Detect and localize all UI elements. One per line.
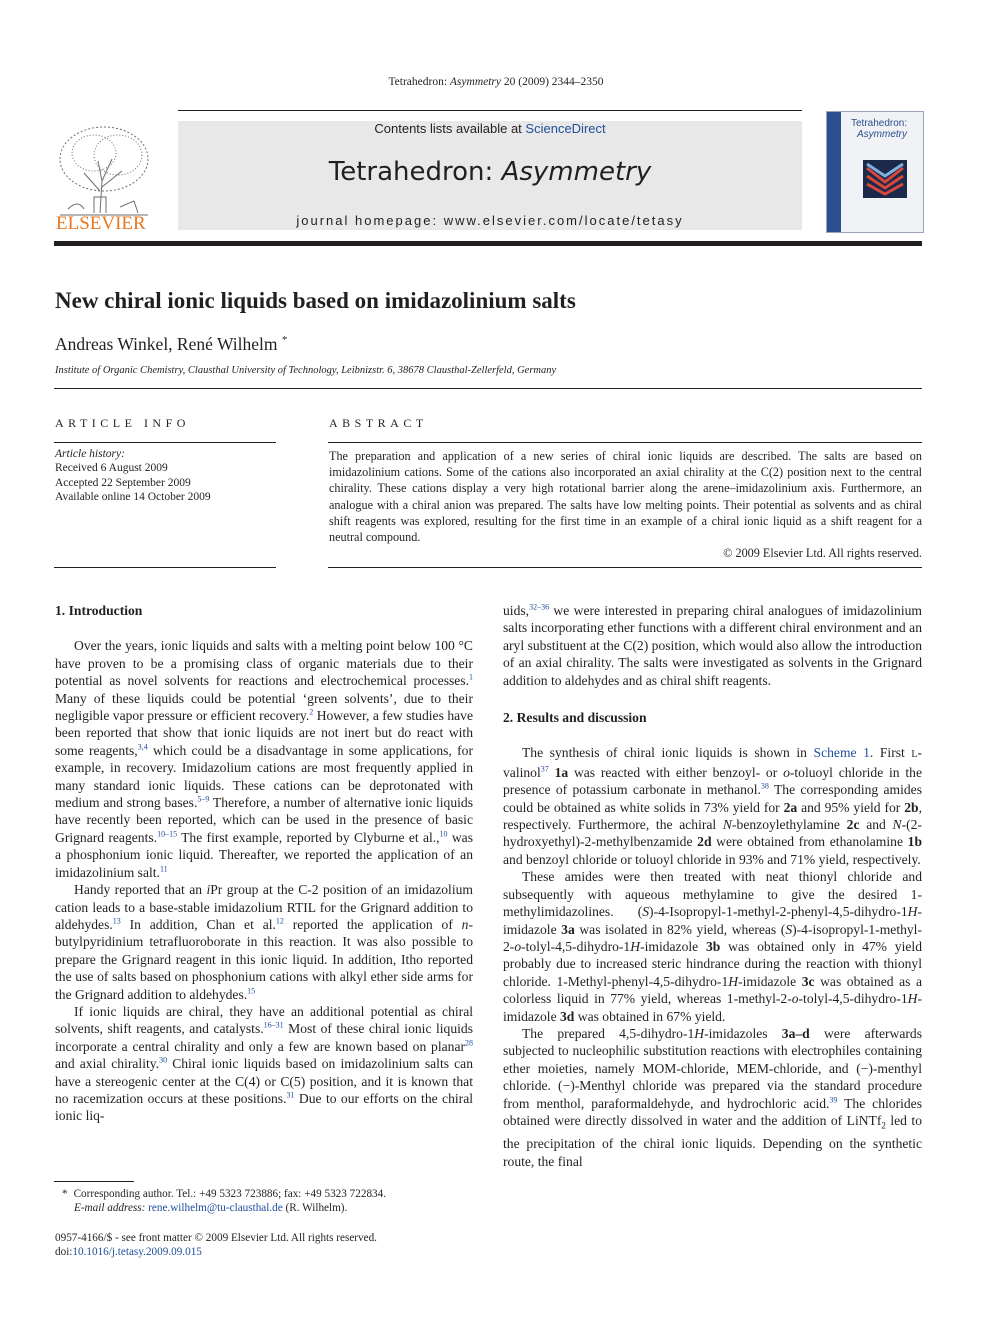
front-matter: 0957-4166/$ - see front matter © 2009 Elsevier Ltd. All rights reserved. doi:10.1016/j.tetasy.2009.09.015 xyxy=(55,1232,377,1258)
affiliation-rule xyxy=(54,388,922,389)
intro-paragraph-4: uids,$^{32-36}$ we were interested in preparing chiral analogues of imidazolinium salts incorporating ether functions with a different chiral environment and an aryl substituent at the C(2) position, which would also allow the introduction of an axial chirality. The salts were investigated as solvents in the Grignard addition to aldehydes and as chiral shift reagents. xyxy=(503,602,922,688)
journal-citation: Tetrahedron: Asymmetry 20 (2009) 2344–2350 xyxy=(388,76,604,88)
journal-banner xyxy=(178,121,802,230)
footnote-rule xyxy=(54,1181,134,1182)
journal-homepage: journal homepage: www.elsevier.com/locate/tetasy xyxy=(296,213,684,228)
copyright: © 2009 Elsevier Ltd. All rights reserved. xyxy=(723,546,922,561)
doi-link[interactable]: 10.1016/j.tetasy.2009.09.015 xyxy=(72,1246,202,1258)
scheme-1-link[interactable]: Scheme 1 xyxy=(813,745,870,761)
footnote-corresponding: * Corresponding author. Tel.: +49 5323 723886; fax: +49 5323 722834. E-mail address: rene.wilhelm@tu-clausthal.de (R. Wilhelm). xyxy=(62,1188,387,1214)
elsevier-wordmark: ELSEVIER xyxy=(56,213,146,233)
email-link[interactable]: rene.wilhelm@tu-clausthal.de xyxy=(148,1202,283,1214)
article-info-heading: ARTICLE INFO xyxy=(55,416,190,430)
authors: Andreas Winkel, René Wilhelm * xyxy=(55,334,288,354)
journal-cover xyxy=(826,111,924,233)
cover-title: Tetrahedron: Asymmetry xyxy=(851,118,908,140)
sciencedirect-link[interactable]: ScienceDirect xyxy=(525,121,606,136)
corresponding-mark[interactable]: * xyxy=(281,334,288,347)
abstract-rule xyxy=(328,442,922,443)
results-paragraph-2: These amides were then treated with neat thionyl chloride and subsequently with aqueous methylamine to give the desired 1-methylimidazolines. (S)-4-Isopropyl-1-methyl-2-phenyl-4,5-dihydro-1H-imidazole 3a was isolated in 82% yield, whereas (S)-4-isopropyl-1-methyl-2-o-tolyl-4,5-dihydro-1H-imidazole 3b was obtained only in 47% yield probably due to increased steric hindrance during the reaction with thionyl chloride. 1-Methyl-phenyl-4,5-dihydro-1H-imidazole 3c was obtained as a colorless liquid in 77% yield, whereas 1-methyl-2-o-tolyl-4,5-dihydro-1H-imidazole 3d was obtained in 67% yield. xyxy=(503,869,922,1024)
banner-rule xyxy=(54,241,922,246)
intro-paragraph-3: If ionic liquids are chiral, they have an additional potential as chiral solvents, shift reagents, and catalysts.$^{16-31}$ Most of these chiral ionic liquids incorporate a central chirality and only a few are known based on planar$^{28}$ and axial chirality.$^{30}$ Chiral ionic liquids based on imidazolinium salts can have a stereogenic center at the C(4) or C(5) position, and it is known that no racemization occurs at these positions.$^{31}$ Due to our efforts on the chiral ionic liq- xyxy=(55,1003,473,1124)
info-rule xyxy=(54,442,276,443)
results-heading: 2. Results and discussion xyxy=(503,710,647,726)
left-column xyxy=(55,602,473,1125)
journal-title: Tetrahedron: Asymmetry xyxy=(328,157,652,187)
contents-line: Contents lists available at ScienceDirect xyxy=(374,121,606,136)
right-column xyxy=(503,602,922,1170)
homepage-link[interactable]: www.elsevier.com/locate/tetasy xyxy=(443,213,684,228)
intro-paragraph-2: Handy reported that an iPr group at the C-2 position of an imidazolium cation leads to a base-stable imidazolium RTIL for the Grignard addition to aldehydes.$^{13}$ In addition, Chan et al.$^{12}$ reported the application of n-butylpyridinium tetrafluoroborate in this reaction. It was also possible to prepare the Grignard reagent in this ionic liquid. In addition, Itho reported the use of salts based on phosphonium cations with alkyl ether side arms for the Grignard addition to aldehydes.$^{15}$ xyxy=(55,882,473,1002)
intro-heading: 1. Introduction xyxy=(55,603,143,618)
abstract-text: The preparation and application of a new series of chiral ionic liquids are described. The salts are based on imidazolinium cations. Some of the cations also incorporated an axial chirality at the C(2) position next to the central chirality. These cations display a very high rotational barrier along the arene–imidazolinium axis. Furthermore, an analogue with a chiral anion was prepared. The salts have low melting points. Their potential as solvents and as chiral shift reagents was explored, resulting for the first time in an example of a chiral ionic liquid as a shift reagent for a neutral compound. © 2009 Elsevier Ltd. All rights reserved. xyxy=(329,449,922,561)
intro-paragraph-1: Over the years, ionic liquids and salts with a melting point below 100 °C have proven to be a promising class of organic materials due to their potential as novel solvents for reactions and electrochemical processes.$^1$ Many of these liquids could be potential ‘green solvents’, due to their negligible vapor pressure or efficient recovery.$^2$ However, a few studies have been reported that show that ionic liquids are not inert but do react with some reagents,$^{3,4}$ which could be a disadvantage in some applications, for example, in recovery. Imidazolium cations are most frequently applied in many standard ionic liquids. These cations can be deprotonated with medium and strong bases.$^{5-9}$ Therefore, a number of alternative ionic liquids have recently been reported, which can be used in the presence of basic Grignard reagents.$^{10-15}$ The first example, reported by Clyburne et al.,$^{10}$ was a phosphonium ionic liquid. Thereafter, we reported the application of an imidazolinium salt.$^{11}$ xyxy=(55,638,473,880)
affiliation: Institute of Organic Chemistry, Clausthal University of Technology, Leibnizstr. 6, 38678 Clausthal-Zellerfeld, Germany xyxy=(55,365,557,376)
info-bottom-rule xyxy=(54,567,276,568)
article-title: New chiral ionic liquids based on imidazolinium salts xyxy=(55,288,576,313)
abstract-heading: ABSTRACT xyxy=(329,416,428,430)
elsevier-logo xyxy=(54,121,154,233)
results-paragraph-3: The prepared 4,5-dihydro-1H-imidazoles 3a–d were afterwards subjected to nucleophilic substitution reactions with electrophiles containing ether moieties, namely MOM-chloride, MEM-chloride, and (−)-menthyl chloride. (−)-Menthyl chloride was prepared via the standard procedure from menthol, paraformaldehyde, and hydrochloric acid.$^{39}$ The chlorides obtained were directly dissolved in water and the addition of LiNTf$_2$ led to the precipitation of the chiral ionic liquids. Depending on the synthetic route, the final xyxy=(503,1025,922,1169)
top-rule xyxy=(178,110,802,111)
cover-graphic xyxy=(863,160,907,198)
cover-spine xyxy=(827,112,841,232)
article-history: Article history: Received 6 August 2009 Accepted 22 September 2009 Available online 14 October 2009 xyxy=(55,448,211,503)
abstract-bottom-rule xyxy=(328,567,922,568)
results-paragraph-1: The synthesis of chiral ionic liquids is shown in Scheme 1. First L-valinol$^{37}$ 1a was reacted with either benzoyl- or o-toluoyl chloride in the presence of potassium carbonate in methanol.$^{38}$ The corresponding amides could be obtained as white solids in 73% yield for 2a and 95% yield for 2b, respectively. Furthermore, the achiral N-benzoylethylamine 2c and N-(2-hydroxyethyl)-2-methylbenzamide 2d were obtained from ethanolamine 1b and benzoyl chloride or toluoyl chloride in 93% and 71% yield, respectively. xyxy=(503,745,922,867)
